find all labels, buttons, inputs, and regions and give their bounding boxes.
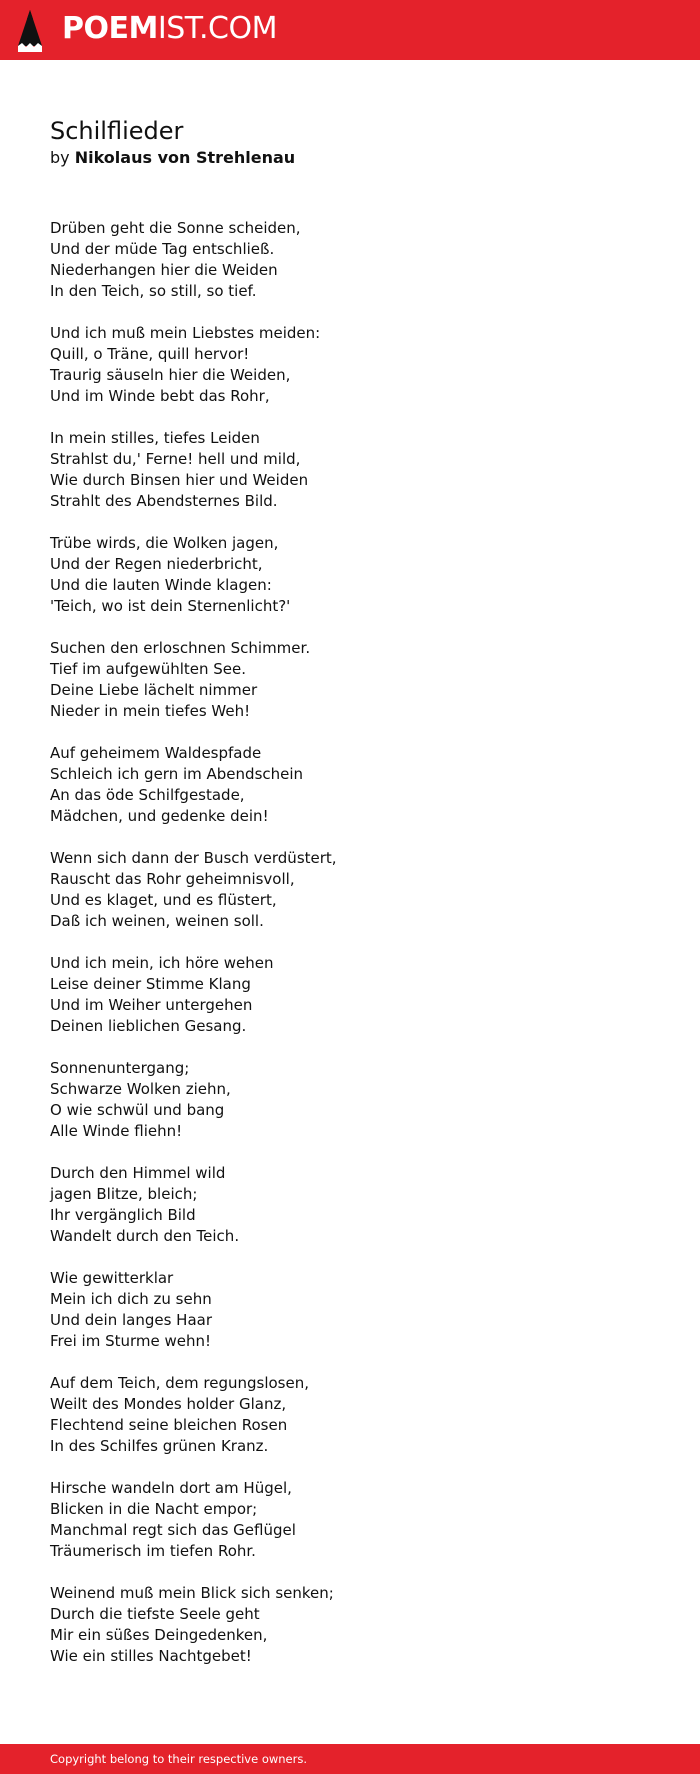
poem-line: Und ich muß mein Liebstes meiden: xyxy=(50,324,321,342)
poem-line: Auf dem Teich, dem regungslosen, xyxy=(50,1374,309,1392)
poem-line: O wie schwül und bang xyxy=(50,1101,225,1119)
poem-line: Auf geheimem Waldespfade xyxy=(50,744,262,762)
site-footer xyxy=(0,1744,700,1774)
poem-stanza xyxy=(50,1058,650,1142)
poem-line: Wie ein stilles Nachtgebet! xyxy=(50,1647,252,1665)
poem-line: An das öde Schilfgestade, xyxy=(50,786,245,804)
author-name: Nikolaus von Strehlenau xyxy=(74,148,296,167)
poem-line: Manchmal regt sich das Geflügel xyxy=(50,1521,296,1539)
poem-line: Niederhangen hier die Weiden xyxy=(50,261,278,279)
poem-line: Wie durch Binsen hier und Weiden xyxy=(50,471,309,489)
poem-line: Hirsche wandeln dort am Hügel, xyxy=(50,1479,292,1497)
poem-line: Quill, o Träne, quill hervor! xyxy=(50,345,250,363)
poem-line: Mir ein süßes Deingedenken, xyxy=(50,1626,268,1644)
poem-stanza xyxy=(50,533,650,617)
poem-line: Ihr vergänglich Bild xyxy=(50,1206,196,1224)
by-label: by xyxy=(50,148,70,167)
poem-stanza xyxy=(50,848,650,932)
poem-line: Leise deiner Stimme Klang xyxy=(50,975,251,993)
poem-line: Nieder in mein tiefes Weh! xyxy=(50,702,251,720)
poem-line: Durch den Himmel wild xyxy=(50,1164,226,1182)
logo-bold-part: POEM xyxy=(62,11,158,46)
poem-line: Traurig säuseln hier die Weiden, xyxy=(50,366,291,384)
poem-stanza xyxy=(50,218,650,302)
logo-light-part: IST.COM xyxy=(157,11,277,46)
poem-line: Mein ich dich zu sehn xyxy=(50,1290,212,1308)
poem-line: Schwarze Wolken ziehn, xyxy=(50,1080,231,1098)
poem-line: In den Teich, so still, so tief. xyxy=(50,282,257,300)
poem-line: Und es klaget, und es flüstert, xyxy=(50,891,277,909)
poem-line: Und die lauten Winde klagen: xyxy=(50,576,272,594)
poem-line: Und ich mein, ich höre wehen xyxy=(50,954,274,972)
poem-line: In mein stilles, tiefes Leiden xyxy=(50,429,260,447)
poem-line: In des Schilfes grünen Kranz. xyxy=(50,1437,269,1455)
poem-line: Weilt des Mondes holder Glanz, xyxy=(50,1395,287,1413)
poem-line: Wenn sich dann der Busch verdüstert, xyxy=(50,849,337,867)
poem-line: Und der müde Tag entschließ. xyxy=(50,240,275,258)
poem-line: 'Teich, wo ist dein Sternenlicht?' xyxy=(50,597,291,615)
poem-line: Suchen den erloschnen Schimmer. xyxy=(50,639,311,657)
poem-line: Strahlst du,' Ferne! hell und mild, xyxy=(50,450,301,468)
poem-title: Schilflieder xyxy=(50,117,184,145)
poem-stanza xyxy=(50,323,650,407)
poem-stanza xyxy=(50,1373,650,1457)
poem-stanza xyxy=(50,1583,650,1667)
poem-line: Tief im aufgewühlten See. xyxy=(50,660,247,678)
poem-line: Und im Weiher untergehen xyxy=(50,996,253,1014)
pencil-tip-icon[interactable] xyxy=(18,10,42,52)
poem-line: Frei im Sturme wehn! xyxy=(50,1332,212,1350)
copyright-text: Copyright belong to their respective owners. xyxy=(50,1752,308,1766)
poem-line: Trübe wirds, die Wolken jagen, xyxy=(50,534,279,552)
poem-line: Und der Regen niederbricht, xyxy=(50,555,263,573)
poem-line: Daß ich weinen, weinen soll. xyxy=(50,912,264,930)
poem-line: Blicken in die Nacht empor; xyxy=(50,1500,258,1518)
poem-stanza xyxy=(50,1268,650,1352)
poem-line: Sonnenuntergang; xyxy=(50,1059,190,1077)
site-header xyxy=(0,0,700,60)
poem-line: Deine Liebe lächelt nimmer xyxy=(50,681,258,699)
poem-line: Durch die tiefste Seele geht xyxy=(50,1605,260,1623)
poem-line: Flechtend seine bleichen Rosen xyxy=(50,1416,288,1434)
poem-line: Wandelt durch den Teich. xyxy=(50,1227,240,1245)
poem-line: Wie gewitterklar xyxy=(50,1269,174,1287)
poem-line: Und im Winde bebt das Rohr, xyxy=(50,387,270,405)
poem-line: Rauscht das Rohr geheimnisvoll, xyxy=(50,870,295,888)
poem-body xyxy=(50,218,650,1688)
poem-stanza xyxy=(50,743,650,827)
poem-line: Strahlt des Abendsternes Bild. xyxy=(50,492,278,510)
poem-stanza xyxy=(50,953,650,1037)
poem-line: Schleich ich gern im Abendschein xyxy=(50,765,304,783)
poem-stanza xyxy=(50,428,650,512)
poem-line: Träumerisch im tiefen Rohr. xyxy=(50,1542,256,1560)
poem-line: Mädchen, und gedenke dein! xyxy=(50,807,269,825)
poem-line: jagen Blitze, bleich; xyxy=(50,1185,198,1203)
site-logo[interactable] xyxy=(62,11,277,47)
poem-stanza xyxy=(50,1163,650,1247)
poem-line: Drüben geht die Sonne scheiden, xyxy=(50,219,301,237)
poem-stanza xyxy=(50,1478,650,1562)
poem-line: Alle Winde fliehn! xyxy=(50,1122,183,1140)
poem-line: Weinend muß mein Blick sich senken; xyxy=(50,1584,334,1602)
poem-stanza xyxy=(50,638,650,722)
poem-byline xyxy=(50,147,295,169)
poem-line: Deinen lieblichen Gesang. xyxy=(50,1017,247,1035)
poem-line: Und dein langes Haar xyxy=(50,1311,212,1329)
